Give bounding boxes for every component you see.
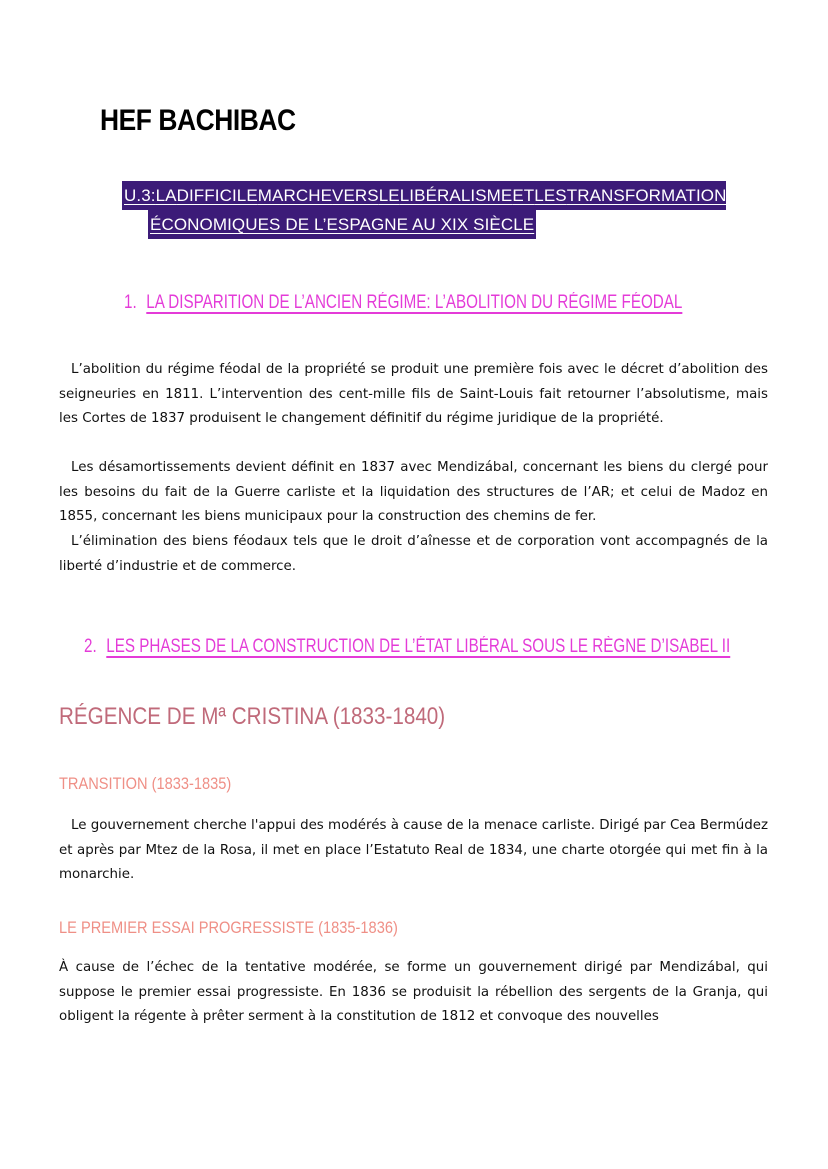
unit-heading-word: LA [155, 186, 177, 205]
unit-heading-word: LES [534, 186, 567, 205]
paragraph-text: L’élimination des biens féodaux tels que le droit d’aînesse et de corporation vont accompagnés de la liberté d’industrie et de commerce. [59, 534, 768, 574]
unit-heading-word: LE [378, 186, 400, 205]
section-1-title: LA DISPARITION DE L’ANCIEN RÉGIME: L’ABOLITION DU RÉGIME FÉODAL [146, 292, 683, 313]
section-2-title: LES PHASES DE LA CONSTRUCTION DE L’ÉTAT LIBÉRAL SOUS LE RÈGNE D’ISABEL II [106, 636, 731, 657]
unit-heading-line-2: ÉCONOMIQUES DE L’ESPAGNE AU XIX SIÈCLE [148, 210, 536, 239]
unit-heading-word: LIBÉRALISME [399, 186, 513, 205]
unit-heading-word: U.3: [124, 186, 156, 205]
section-1-paragraph-1 [59, 358, 768, 432]
unit-heading-word: TRANSFORMATIONS [566, 186, 738, 205]
unit-heading [122, 181, 738, 239]
document-title: HEF BACHIBAC [100, 104, 296, 137]
transition-paragraph [59, 814, 768, 888]
section-2-number: 2. [84, 636, 97, 657]
unit-heading-line-1 [122, 181, 738, 210]
section-1-paragraph-2 [59, 456, 768, 530]
unit-heading-word: VERS [332, 186, 379, 205]
paragraph-text: L’abolition du régime féodal de la propriété se produit une première fois avec le décret d’abolition des seigneuries en 1811. L’intervention des cent-mille fils de Saint-Louis fait retourner l’absolutisme, mais les Cortes de 1837 produisent le changement définitif du régime juridique de la propriété. [59, 362, 768, 426]
paragraph-text: Le gouvernement cherche l'appui des modérés à cause de la menace carliste. Dirigé par Cea Bermúdez et après par Mtez de la Rosa, il met en place l’Estatuto Real de 1834, une charte otorgée qui met fin à la monarchie. [59, 818, 768, 882]
unit-heading-word: MARCHE [257, 186, 333, 205]
regency-heading: RÉGENCE DE Mª CRISTINA (1833-1840) [59, 703, 446, 730]
unit-heading-word: DIFFICILE [176, 186, 258, 205]
unit-heading-word: ET [512, 186, 535, 205]
progressive-heading: LE PREMIER ESSAI PROGRESSISTE (1835-1836) [59, 918, 398, 937]
transition-heading: TRANSITION (1833-1835) [59, 774, 232, 793]
section-1-paragraph-3 [59, 530, 768, 579]
section-1-heading [124, 292, 682, 314]
section-1-number: 1. [124, 292, 137, 313]
paragraph-text: À cause de l’échec de la tentative modérée, se forme un gouvernement dirigé par Mendizábal, qui suppose le premier essai progressiste. En 1836 se produisit la rébellion des sergents de la Granja, qui obligent la régente à prêter serment à la constitution de 1812 et convoque des nouvelles [59, 960, 768, 1024]
progressive-paragraph [59, 956, 768, 1030]
paragraph-text: Les désamortissements devient définit en 1837 avec Mendizábal, concernant les biens du clergé pour les besoins du fait de la Guerre carliste et la liquidation des structures de l’AR; et celui de Madoz en 1855, concernant les biens municipaux pour la construction des chemins de fer. [59, 460, 768, 524]
section-2-heading [84, 636, 730, 658]
